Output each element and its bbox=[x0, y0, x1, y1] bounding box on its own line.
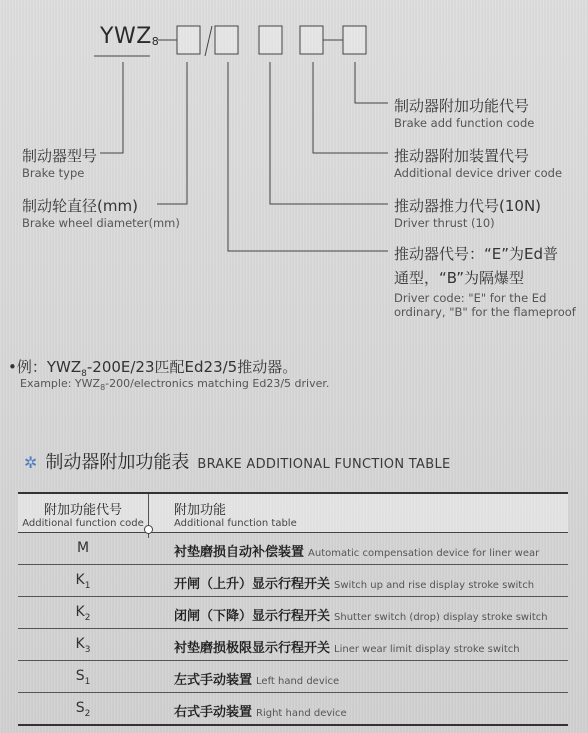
snowflake-icon: ✲ bbox=[24, 453, 38, 472]
label-device-code: 推动器附加装置代号 Additional device driver code bbox=[394, 147, 563, 180]
label-driver-code: 推动器代号：“E”为Ed普 通型，“B”为隔爆型 Driver code: "E" for the Ed ordinary, "B" for the flameproof bbox=[394, 245, 576, 319]
table-title: ✲ 制动器附加功能表 BRAKE ADDITIONAL FUNCTION TABLE bbox=[24, 452, 451, 473]
header-code: 附加功能代号 Additional function code bbox=[22, 503, 144, 529]
function-table bbox=[18, 492, 568, 726]
label-brake-type: 制动器型号 Brake type bbox=[22, 147, 98, 180]
table-row: $S_2$ 右式手动装置 Right hand device bbox=[18, 693, 568, 726]
table-header bbox=[18, 492, 568, 533]
model-code: $YWZ_8$ bbox=[100, 24, 160, 49]
table-row: M 衬垫磨损自动补偿装置 Automatic compensation device for liner wear bbox=[18, 533, 568, 565]
table-row: $K_3$ 衬垫磨损极限显示行程开关 Liner wear limit display stroke switch bbox=[18, 629, 568, 661]
label-thrust: 推动器推力代号(10N) Driver thrust (10) bbox=[394, 197, 542, 230]
table-row: $K_1$ 开闸（上升）显示行程开关 Switch up and rise display stroke switch bbox=[18, 565, 568, 597]
table-row: $S_1$ 左式手动装置 Left hand device bbox=[18, 661, 568, 693]
header-function: 附加功能 Additional function table bbox=[174, 503, 297, 529]
example-cn: •例：$YWZ_8-200E/23$匹配Ed23/5推动器。 bbox=[8, 358, 298, 379]
label-wheel-diameter: 制动轮直径(mm) Brake wheel diameter(mm) bbox=[22, 197, 180, 230]
example-en: Example: $YWZ_8-200$/electronics matching Ed23/5 driver. bbox=[20, 377, 330, 393]
table-row: $K_2$ 闭闸（下降）显示行程开关 Shutter switch (drop) display stroke switch bbox=[18, 597, 568, 629]
label-add-function: 制动器附加功能代号 Brake add function code bbox=[394, 97, 535, 130]
